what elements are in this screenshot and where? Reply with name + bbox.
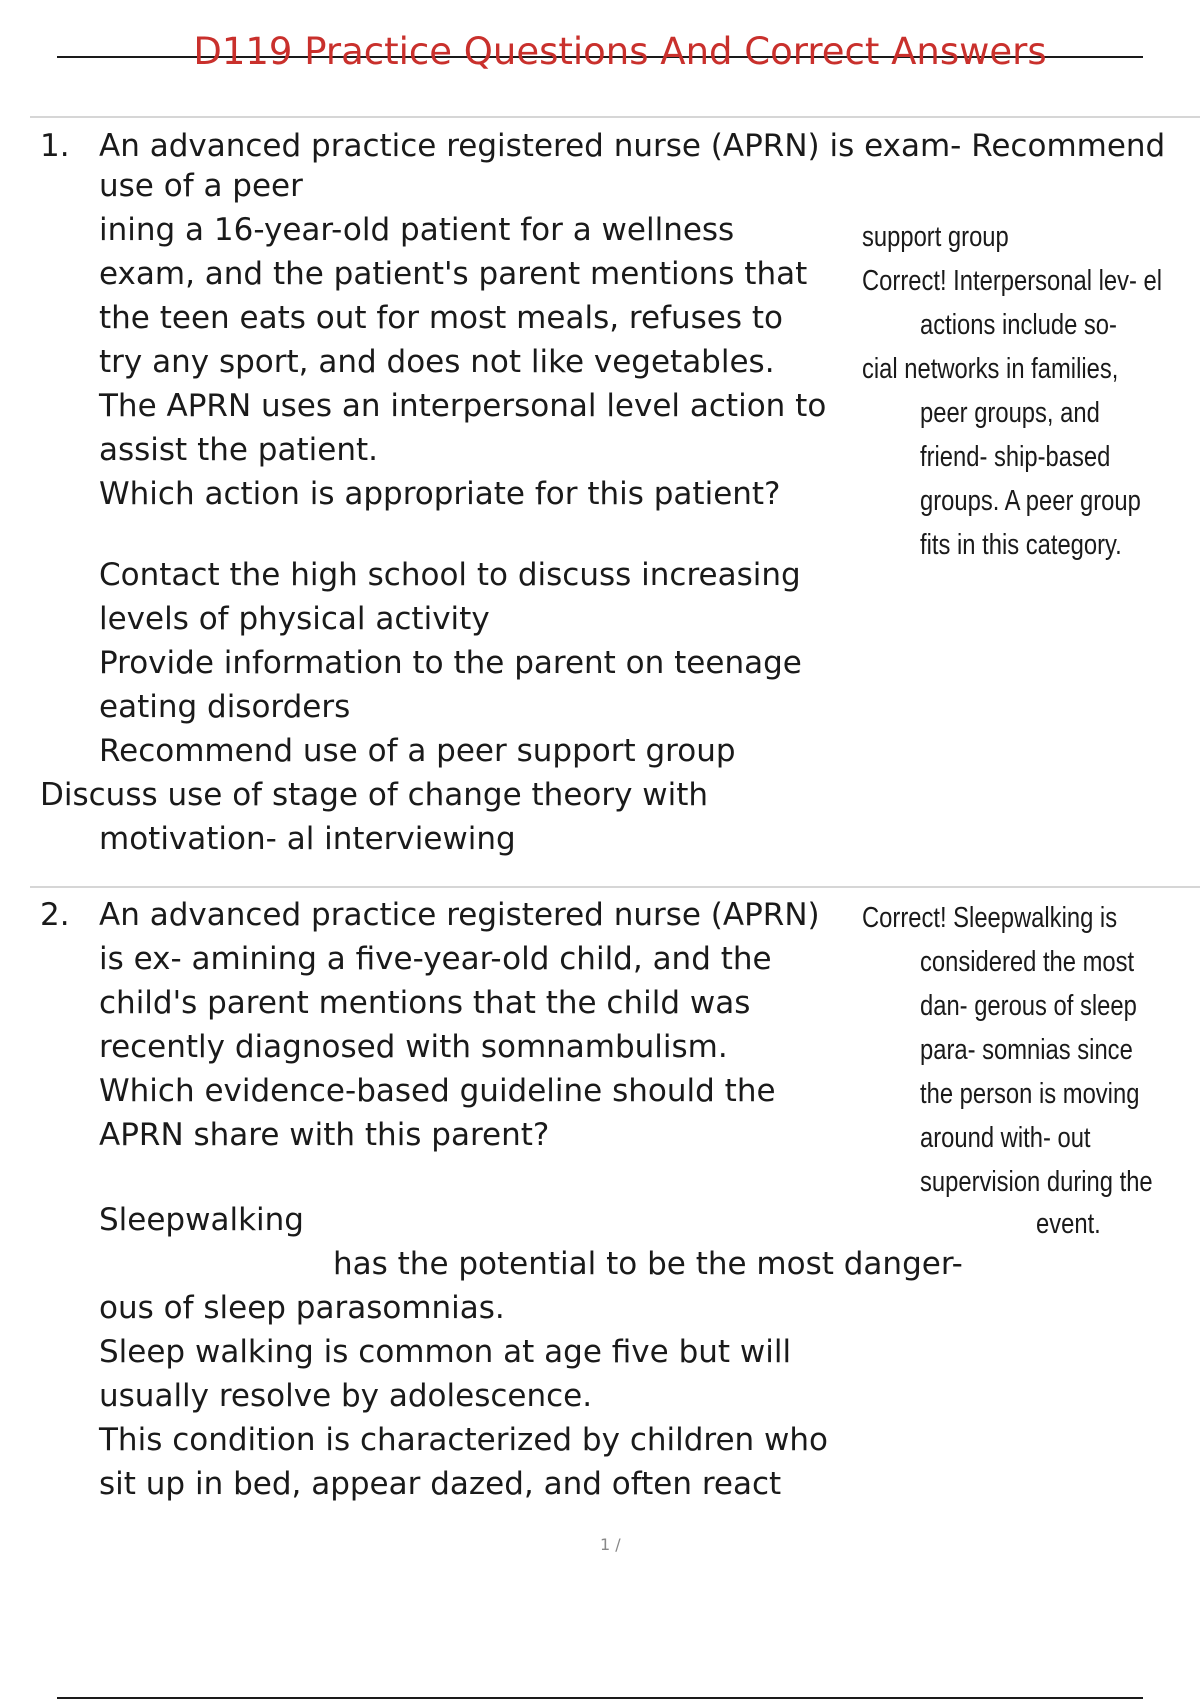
rationale-line: considered the most	[920, 946, 1135, 978]
rationale-line: supervision during the	[920, 1166, 1153, 1198]
question-stem-line: the teen eats out for most meals, refuses to	[99, 300, 783, 336]
question-stem-line: assist the patient.	[99, 432, 378, 468]
question-separator	[30, 886, 1200, 888]
question-separator	[30, 116, 1200, 118]
question-stem-line: The APRN uses an interpersonal level action to	[99, 388, 827, 424]
document-title: D119 Practice Questions And Correct Answers	[193, 30, 1047, 73]
question-number: 1.	[40, 128, 70, 164]
rationale-line: cial networks in families,	[862, 353, 1119, 385]
rationale-line: friend- ship-based	[920, 441, 1111, 473]
rationale-line: actions include so-	[920, 309, 1117, 341]
rationale-line: groups. A peer group	[920, 485, 1141, 517]
page-number: 1 /	[600, 1535, 621, 1554]
answer-option: usually resolve by adolescence.	[99, 1378, 593, 1414]
rationale-line: para- somnias since	[920, 1034, 1133, 1066]
bottom-rule	[57, 1697, 1143, 1699]
rationale-line: event.	[1036, 1208, 1101, 1240]
rationale-line: around with- out	[920, 1122, 1091, 1154]
rationale-line: support group	[862, 221, 1009, 253]
answer-option: Sleep walking is common at age five but will	[99, 1334, 792, 1370]
answer-option: Discuss use of stage of change theory with	[40, 777, 709, 813]
question-number: 2.	[40, 897, 70, 933]
answer-option: This condition is characterized by children who	[99, 1422, 829, 1458]
question-stem-line: child's parent mentions that the child was	[99, 985, 751, 1021]
question-stem-line: use of a peer	[99, 168, 303, 204]
rationale-line: Correct! Interpersonal lev- el	[862, 265, 1163, 297]
answer-option: sit up in bed, appear dazed, and often react	[99, 1466, 782, 1502]
answer-option: Provide information to the parent on teenage	[99, 645, 802, 681]
answer-option: Contact the high school to discuss increasing	[99, 557, 801, 593]
answer-option: has the potential to be the most danger-	[333, 1246, 963, 1282]
answer-option: eating disorders	[99, 689, 351, 725]
rationale-line: peer groups, and	[920, 397, 1100, 429]
answer-option: levels of physical activity	[99, 601, 490, 637]
answer-option: ous of sleep parasomnias.	[99, 1290, 505, 1326]
answer-option: motivation- al interviewing	[99, 821, 516, 857]
rationale-line: fits in this category.	[920, 529, 1122, 561]
answer-option-correct: Recommend use of a peer support group	[99, 733, 736, 769]
rationale-line: the person is moving	[920, 1078, 1140, 1110]
answer-option: Sleepwalking	[99, 1202, 304, 1238]
question-stem-line: ining a 16-year-old patient for a wellness	[99, 212, 735, 248]
question-stem-line: recently diagnosed with somnambulism.	[99, 1029, 728, 1065]
question-stem-line: try any sport, and does not like vegetables.	[99, 344, 775, 380]
question-stem-line: An advanced practice registered nurse (APRN)	[99, 897, 820, 933]
question-stem-line: Which evidence-based guideline should the	[99, 1073, 776, 1109]
rationale-line: Correct! Sleepwalking is	[862, 902, 1118, 934]
rationale-line: dan- gerous of sleep	[920, 990, 1137, 1022]
question-stem-line: is ex- amining a five-year-old child, and the	[99, 941, 772, 977]
question-stem-line: An advanced practice registered nurse (APRN) is exam- Recommend	[99, 128, 1166, 164]
question-stem-line: exam, and the patient's parent mentions that	[99, 256, 808, 292]
question-stem-line: Which action is appropriate for this patient?	[99, 476, 781, 512]
question-stem-line: APRN share with this parent?	[99, 1117, 550, 1153]
